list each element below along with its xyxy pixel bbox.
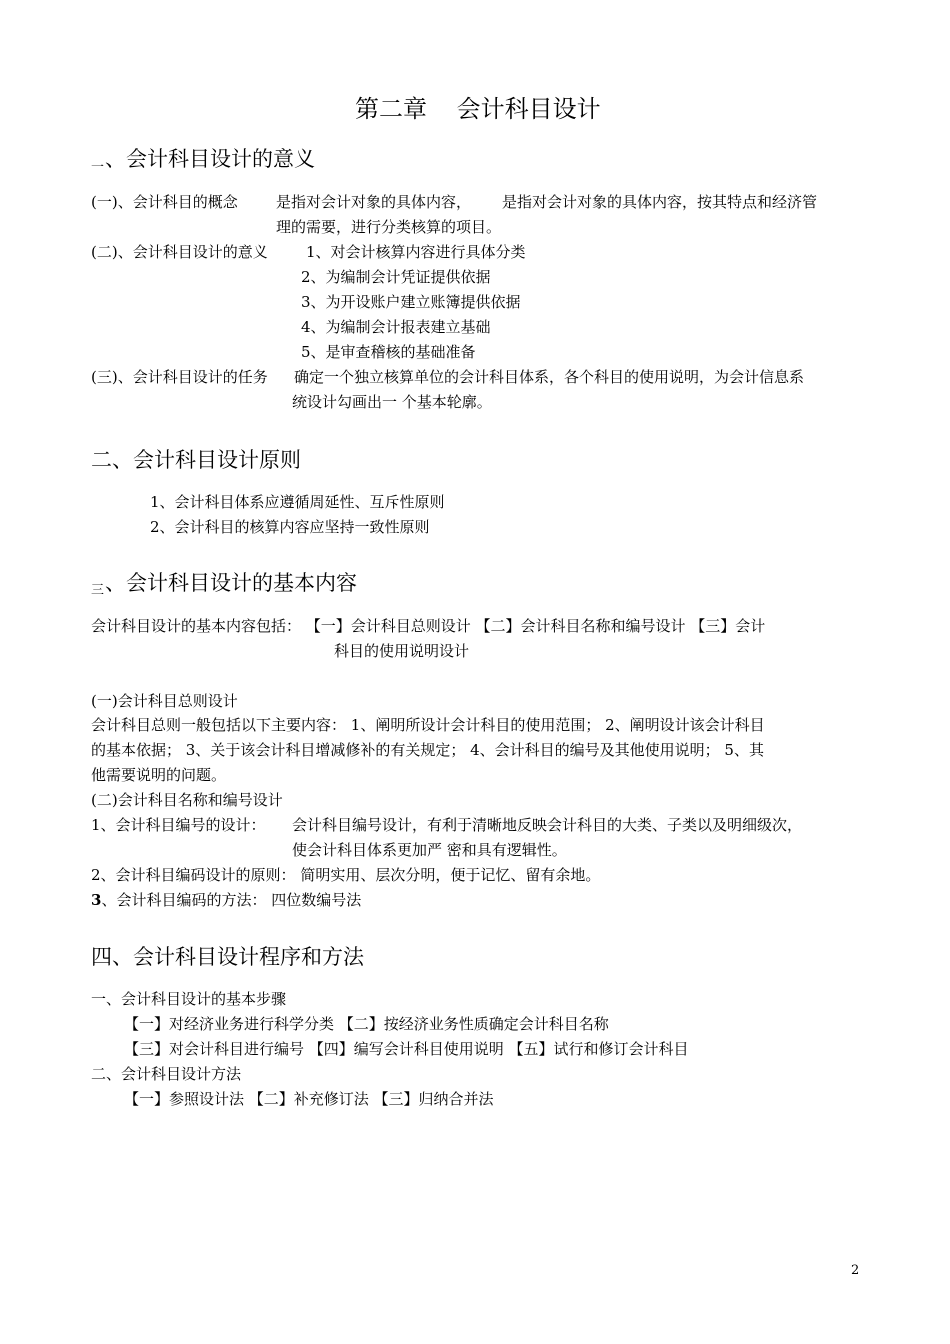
section-1-number: 一 (91, 160, 105, 175)
s3-item-3-text: 、会计科目编码的方法： 四位数编号法 (101, 891, 362, 909)
s3-sub1-line: 会计科目总则一般包括以下主要内容： 1、阐明所设计会计科目的使用范围； 2、阐明设计该会计科目 (91, 716, 765, 734)
s1-task-text-a: 确定一个独立核算单位的会计科目体系，各个科目的使用说明，为会计信息系 (294, 368, 805, 386)
section-1-heading: 、会计科目设计的意义 (105, 147, 315, 171)
s3-intro-line-2: 科目的使用说明设计 (334, 642, 470, 660)
s3-item-3 (91, 893, 361, 908)
s3-sub1-title: (一)会计科目总则设计 (91, 692, 238, 710)
s1-concept-label: (一)、会计科目的概念 (91, 193, 238, 211)
s4-steps-line-2: 【三】对会计科目进行编号 【四】编写会计科目使用说明 【五】试行和修订会计科目 (124, 1040, 689, 1058)
s4-sub1-title: 一、会计科目设计的基本步骤 (91, 990, 287, 1008)
s1-meaning-item: 2、为编制会计凭证提供依据 (301, 268, 491, 286)
s3-item-1-label: 1、会计科目编号的设计： (91, 816, 266, 834)
s3-item-3-number: 3 (91, 891, 102, 909)
s3-sub1-line: 他需要说明的问题。 (91, 766, 227, 784)
section-2-heading: 二、会计科目设计原则 (91, 448, 301, 472)
s1-meaning-item: 5、是审查稽核的基础准备 (301, 343, 476, 361)
page-number: 2 (851, 1263, 860, 1278)
s4-methods-line: 【一】参照设计法 【二】补充修订法 【三】归纳合并法 (124, 1090, 494, 1108)
section-3-number: 三 (91, 583, 105, 598)
s1-meaning-label: (二)、会计科目设计的意义 (91, 243, 268, 261)
s4-sub2-title: 二、会计科目设计方法 (91, 1065, 242, 1083)
s2-principle-item: 1、会计科目体系应遵循周延性、互斥性原则 (150, 493, 445, 511)
s1-task-text-b: 统设计勾画出一 个基本轮廓。 (292, 393, 492, 411)
s4-steps-line-1: 【一】对经济业务进行科学分类 【二】按经济业务性质确定会计科目名称 (124, 1015, 609, 1033)
chapter-title: 第二章 会计科目设计 (355, 95, 601, 123)
s1-meaning-item: 3、为开设账户建立账簿提供依据 (301, 293, 521, 311)
section-4-heading: 四、会计科目设计程序和方法 (91, 945, 364, 969)
s1-meaning-item: 1、对会计核算内容进行具体分类 (306, 243, 526, 261)
s1-concept-text-b: 是指对会计对象的具体内容，按其特点和经济管 (502, 193, 818, 211)
s3-item-2: 2、会计科目编码设计的原则： 简明实用、层次分明，便于记忆、留有余地。 (91, 866, 601, 884)
s1-task-label: (三)、会计科目设计的任务 (91, 368, 268, 386)
section-3-heading: 、会计科目设计的基本内容 (105, 571, 357, 595)
s3-item-1-text-b: 使会计科目体系更加严 密和具有逻辑性。 (292, 841, 567, 859)
s2-principle-item: 2、会计科目的核算内容应坚持一致性原则 (150, 518, 430, 536)
s3-sub2-title: (二)会计科目名称和编号设计 (91, 791, 283, 809)
s3-sub1-line: 的基本依据； 3、关于该会计科目增减修补的有关规定； 4、会计科目的编号及其他使用说明； 5、其 (91, 741, 764, 759)
s3-intro-line-1: 会计科目设计的基本内容包括： 【一】会计科目总则设计 【二】会计科目名称和编号设计 【三】会计 (91, 617, 766, 635)
s3-item-1-text-a: 会计科目编号设计，有利于清晰地反映会计科目的大类、子类以及明细级次， (292, 816, 803, 834)
s1-concept-text-a: 是指对会计对象的具体内容， (276, 193, 472, 211)
s1-concept-text-c: 理的需要，进行分类核算的项目。 (276, 218, 502, 236)
s1-meaning-item: 4、为编制会计报表建立基础 (301, 318, 491, 336)
